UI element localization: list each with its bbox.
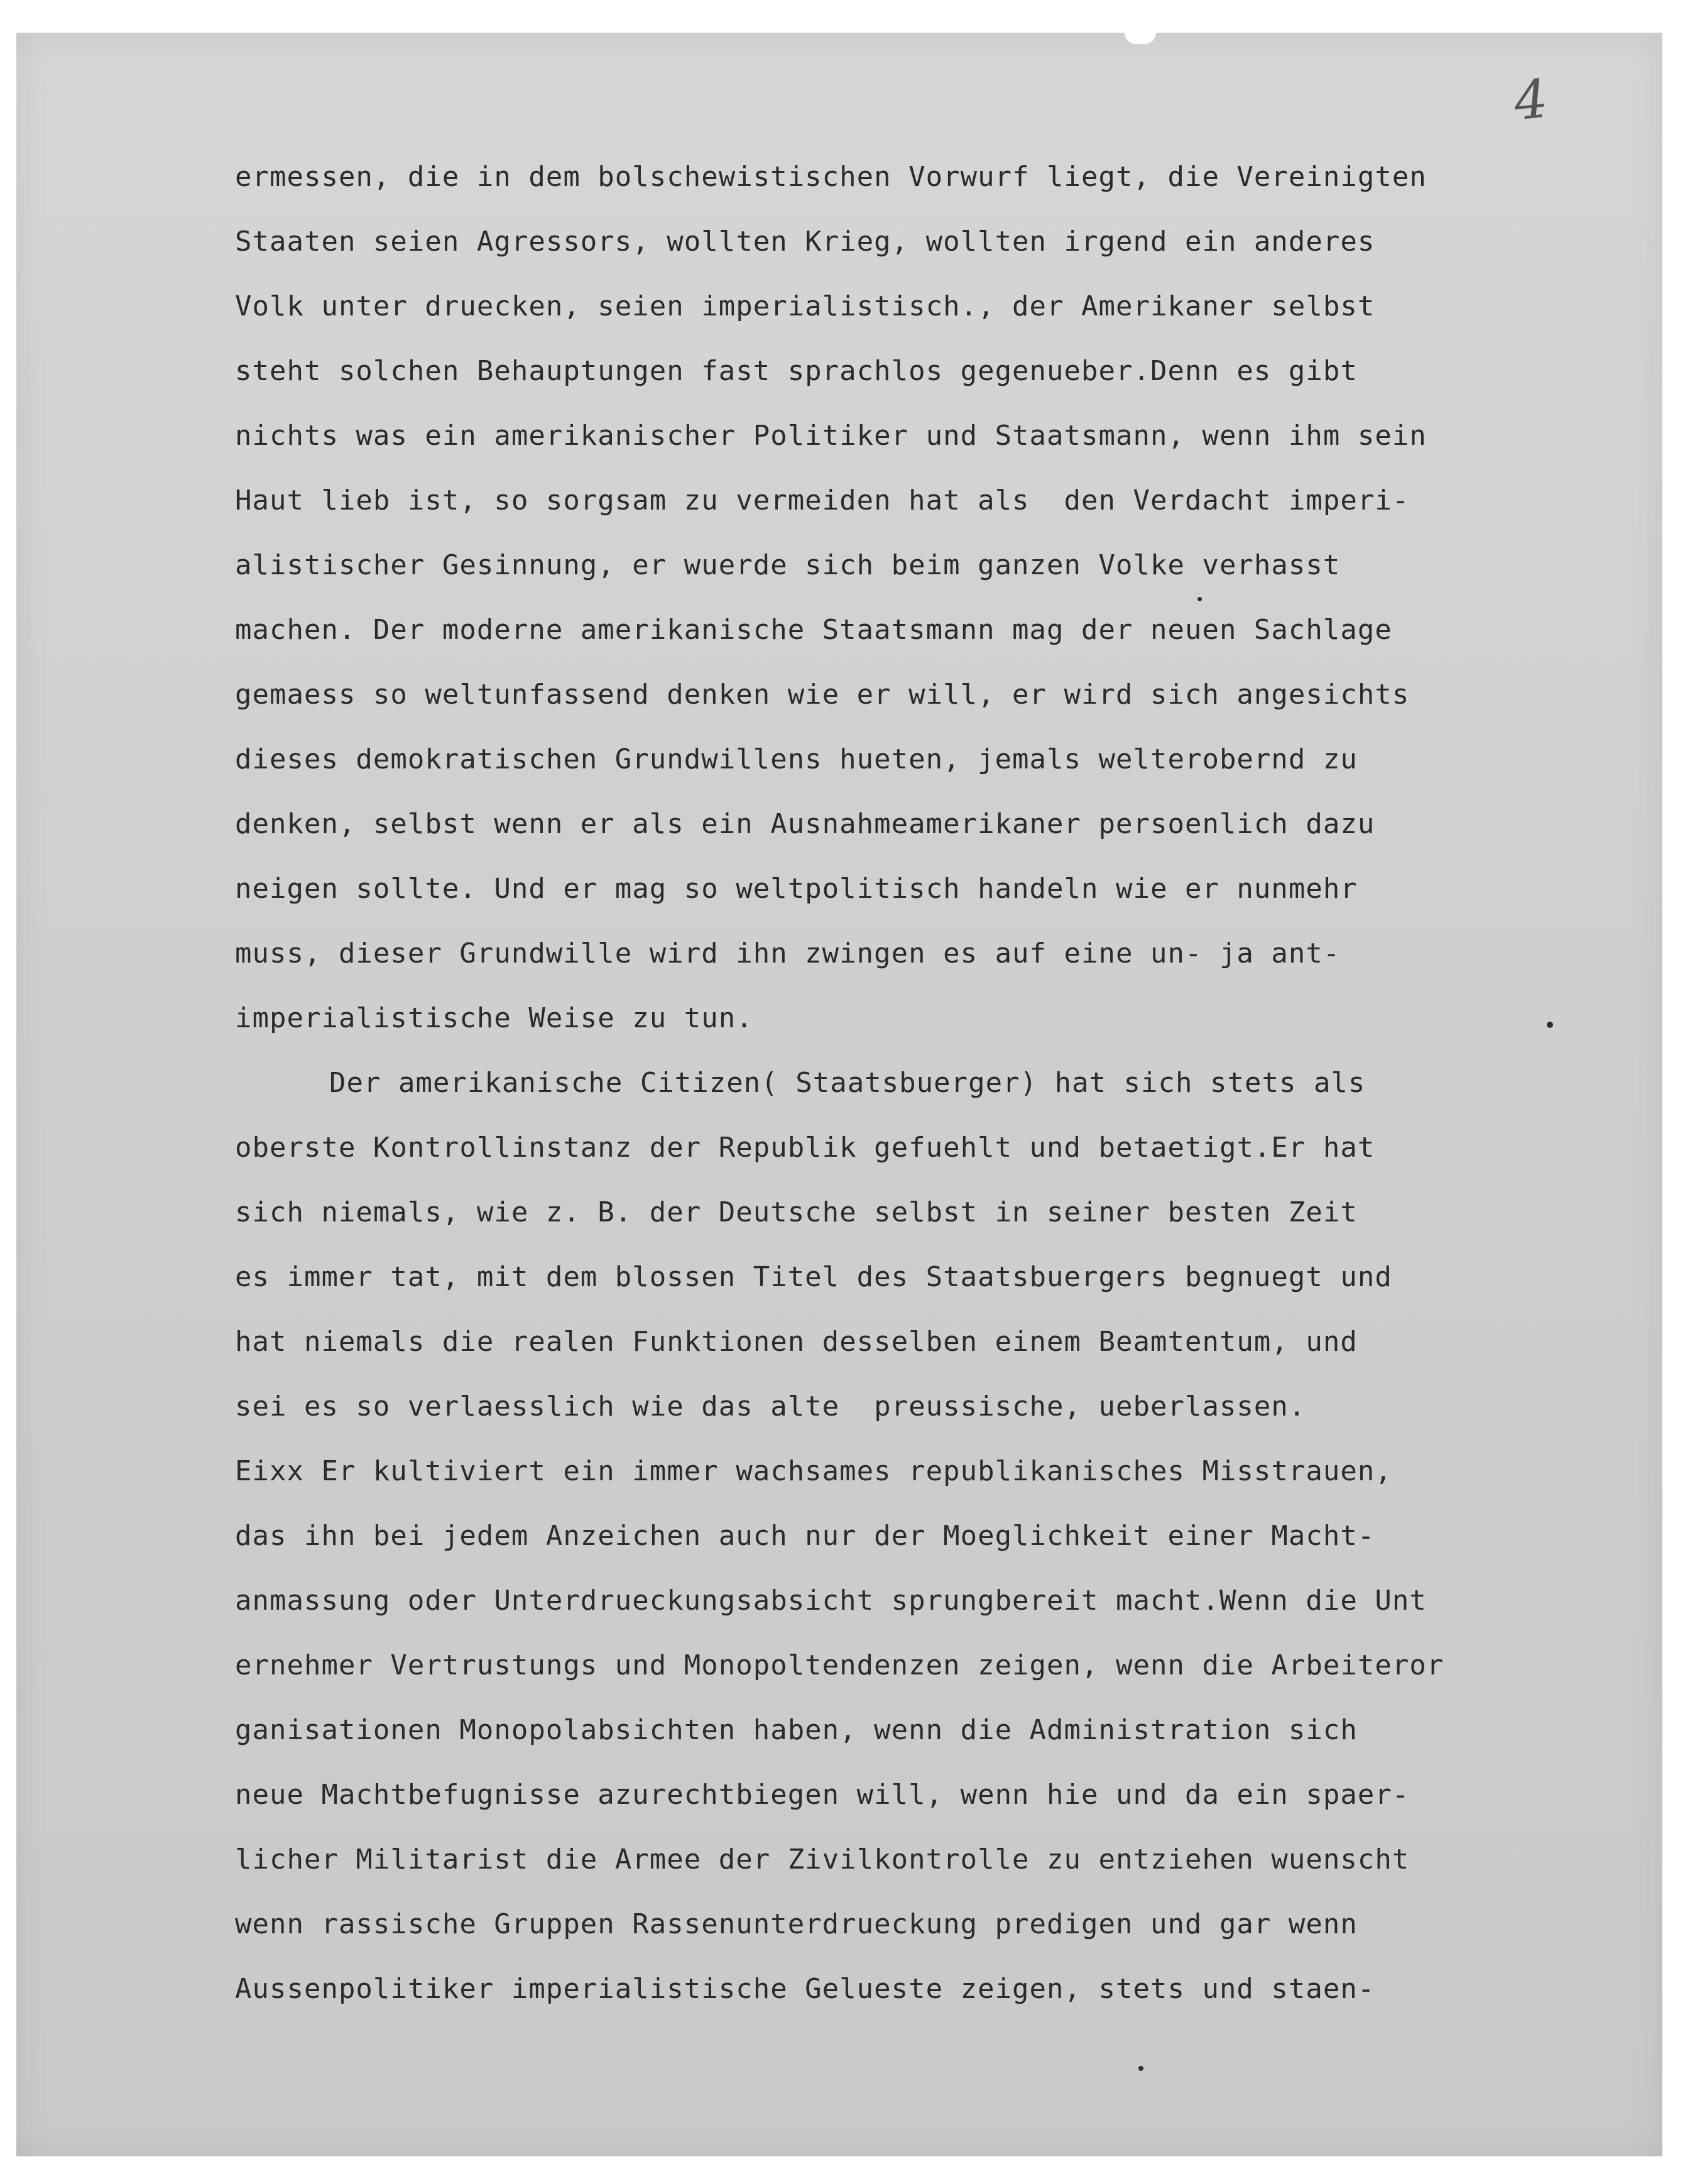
text-line: ganisationen Monopolabsichten haben, wenn die Administration sich — [235, 1714, 1358, 1746]
text-line: nichts was ein amerikanischer Politiker und Staatsmann, wenn ihm sein — [235, 420, 1427, 452]
text-line: es immer tat, mit dem blossen Titel des Staatsbuergers begnuegt und — [235, 1261, 1392, 1293]
text-line: oberste Kontrollinstanz der Republik gefuehlt und betaetigt.Er hat — [235, 1132, 1375, 1164]
ink-speck — [1197, 597, 1202, 601]
ink-speck — [1547, 1022, 1553, 1028]
text-line: neue Machtbefugnisse azurechtbiegen will, wenn hie und da ein spaer- — [235, 1779, 1410, 1811]
body-text — [235, 145, 1655, 2021]
text-line: das ihn bei jedem Anzeichen auch nur der Moeglichkeit einer Macht- — [235, 1520, 1375, 1552]
text-line: imperialistische Weise zu tun. — [235, 1002, 753, 1034]
text-line: neigen sollte. Und er mag so weltpolitisch handeln wie er nunmehr — [235, 873, 1358, 905]
text-line: gemaess so weltunfassend denken wie er will, er wird sich angesichts — [235, 679, 1410, 711]
text-line: alistischer Gesinnung, er wuerde sich beim ganzen Volke verhasst — [235, 549, 1341, 581]
text-line: wenn rassische Gruppen Rassenunterdrueckung predigen und gar wenn — [235, 1908, 1358, 1940]
paragraph-start-line: Der amerikanische Citizen( Staatsbuerger) hat sich stets als — [329, 1067, 1366, 1099]
text-line: ermessen, die in dem bolschewistischen Vorwurf liegt, die Vereinigten — [235, 161, 1427, 193]
ink-speck — [1138, 2066, 1143, 2071]
text-line: dieses demokratischen Grundwillens hueten, jemals welterobernd zu — [235, 743, 1358, 775]
text-line: Eixx Er kultiviert ein immer wachsames republikanisches Misstrauen, — [235, 1455, 1392, 1487]
text-line: sei es so verlaesslich wie das alte preussische, ueberlassen. — [235, 1390, 1306, 1422]
text-line: anmassung oder Unterdrueckungsabsicht sprungbereit macht.Wenn die Unt — [235, 1585, 1427, 1617]
text-line: licher Militarist die Armee der Zivilkontrolle zu entziehen wuenscht — [235, 1843, 1410, 1876]
text-line: muss, dieser Grundwille wird ihn zwingen es auf eine un- ja ant- — [235, 937, 1341, 969]
page-number: 4 — [1511, 67, 1551, 133]
text-line: sich niemals, wie z. B. der Deutsche selbst in seiner besten Zeit — [235, 1196, 1358, 1228]
paper-notch — [1125, 25, 1156, 44]
text-line: machen. Der moderne amerikanische Staatsmann mag der neuen Sachlage — [235, 614, 1392, 646]
text-line: Volk unter druecken, seien imperialistisch., der Amerikaner selbst — [235, 290, 1375, 322]
text-line: hat niemals die realen Funktionen desselben einem Beamtentum, und — [235, 1326, 1358, 1358]
text-line: ernehmer Vertrustungs und Monopoltendenzen zeigen, wenn die Arbeiteror — [235, 1649, 1444, 1681]
text-line: Staaten seien Agressors, wollten Krieg, wollten irgend ein anderes — [235, 226, 1375, 258]
text-line: Aussenpolitiker imperialistische Gelueste zeigen, stets und staen- — [235, 1973, 1375, 2005]
text-line: Haut lieb ist, so sorgsam zu vermeiden hat als den Verdacht imperi- — [235, 484, 1410, 516]
text-line: denken, selbst wenn er als ein Ausnahmeamerikaner persoenlich dazu — [235, 808, 1375, 840]
text-line: steht solchen Behauptungen fast sprachlos gegenueber.Denn es gibt — [235, 355, 1358, 387]
